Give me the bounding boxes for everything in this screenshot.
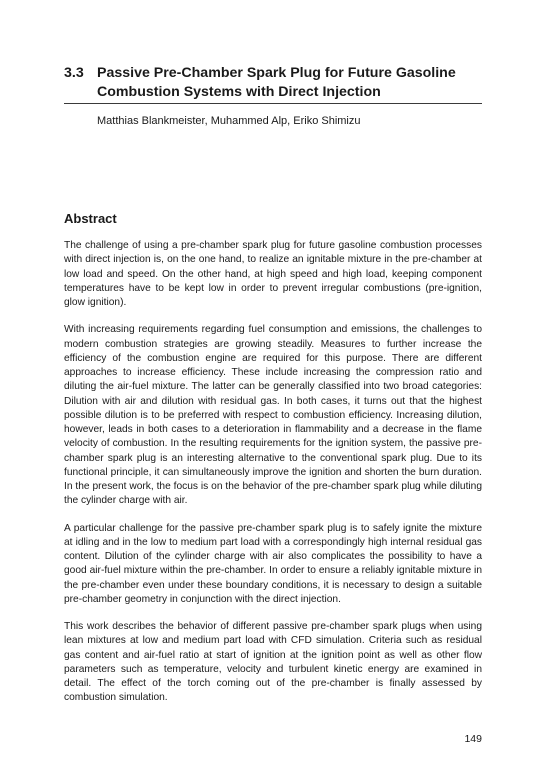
abstract-heading: Abstract bbox=[64, 211, 117, 226]
abstract-paragraph-3: A particular challenge for the passive pre-chamber spark plug is to safely ignite the mixture at idling and in the low to medium part load with a correspondingly high internal residual gas content. Dilution of the cylinder charge with air also complicates the possibility to have a good air-fuel mixture within the pre-chamber. In order to ensure a reliably ignitable mixture in the pre-chamber even under these boundary conditions, it is necessary to design a suitable pre-chamber geometry in conjunction with the direct injection. bbox=[64, 522, 482, 605]
section-number: 3.3 bbox=[64, 65, 84, 81]
heading-divider bbox=[64, 103, 482, 104]
abstract-body bbox=[64, 239, 482, 719]
page-number: 149 bbox=[464, 733, 482, 745]
abstract-paragraph-2: With increasing requirements regarding fuel consumption and emissions, the challenges to modern combustion strategies are growing steadily. Measures to further increase the efficiency of the combustion engine are required for this purpose. There are different approaches to increase efficiency. These include increasing the compression ratio and diluting the air-fuel mixture. The latter can be generally classified into two broad categories: Dilution with air and dilution with residual gas. In both cases, it turns out that the highest possible dilution is to be preferred with respect to combustion efficiency. Increasing dilution, however, leads in both cases to a deterioration in flammability and a decrease in the flame velocity of combustion. In the resulting requirements for the ignition system, the passive pre-chamber spark plug is an interesting alternative to the conventional spark plug. Due to its functional principle, it can simultaneously improve the ignition and shorten the burn duration. In the present work, the focus is on the behavior of the pre-chamber spark plug while diluting the cylinder charge with air. bbox=[64, 324, 482, 507]
abstract-paragraph-1: The challenge of using a pre-chamber spark plug for future gasoline combustion processes with direct injection is, on the one hand, to realize an ignitable mixture in the pre-chamber at low load and speed. On the other hand, at high speed and high load, keeping component temperatures have to be kept low in order to prevent irregular combustions (pre-ignition, glow ignition). bbox=[64, 240, 482, 308]
author-list: Matthias Blankmeister, Muhammed Alp, Eriko Shimizu bbox=[97, 115, 361, 127]
abstract-paragraph-4: This work describes the behavior of different passive pre-chamber spark plugs when using lean mixtures at low and medium part load with CFD simulation. Criteria such as residual gas content and air-fuel ratio at start of ignition at the ignition point as well as other flow parameters such as temperature, velocity and turbulent kinetic energy are examined in detail. The effect of the torch coming out of the pre-chamber is finally assessed by combustion simulation. bbox=[64, 621, 482, 704]
section-title: Passive Pre-Chamber Spark Plug for Future Gasoline Combustion Systems with Direct Injection bbox=[97, 65, 456, 100]
